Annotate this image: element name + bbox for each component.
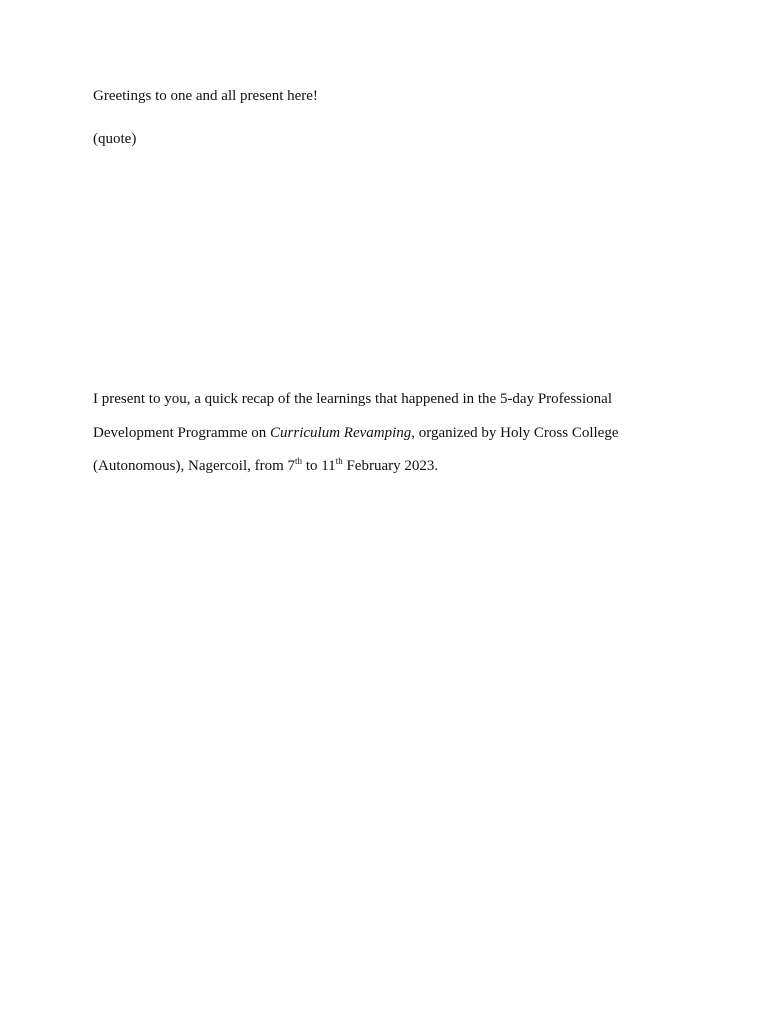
paragraph-line-3 [93, 457, 438, 475]
ordinal-suffix-end: th [335, 456, 343, 466]
date-text-end: February 2023. [342, 458, 439, 474]
paragraph-line-2-start: Development Programme on [93, 425, 271, 441]
programme-title: Curriculum Revamping [270, 425, 412, 441]
quote-placeholder: (quote) [93, 131, 137, 147]
date-text-start: (Autonomous), Nagercoil, from 7 [93, 458, 296, 474]
paragraph-line-1: I present to you, a quick recap of the learnings that happened in the 5-day Professional [93, 391, 613, 407]
paragraph-line-2-end: , organized by Holy Cross College [411, 425, 619, 441]
date-text-middle: to 11 [302, 458, 336, 474]
ordinal-suffix-start: th [295, 456, 303, 466]
greeting-text: Greetings to one and all present here! [93, 88, 318, 104]
paragraph-line-2 [93, 424, 618, 442]
